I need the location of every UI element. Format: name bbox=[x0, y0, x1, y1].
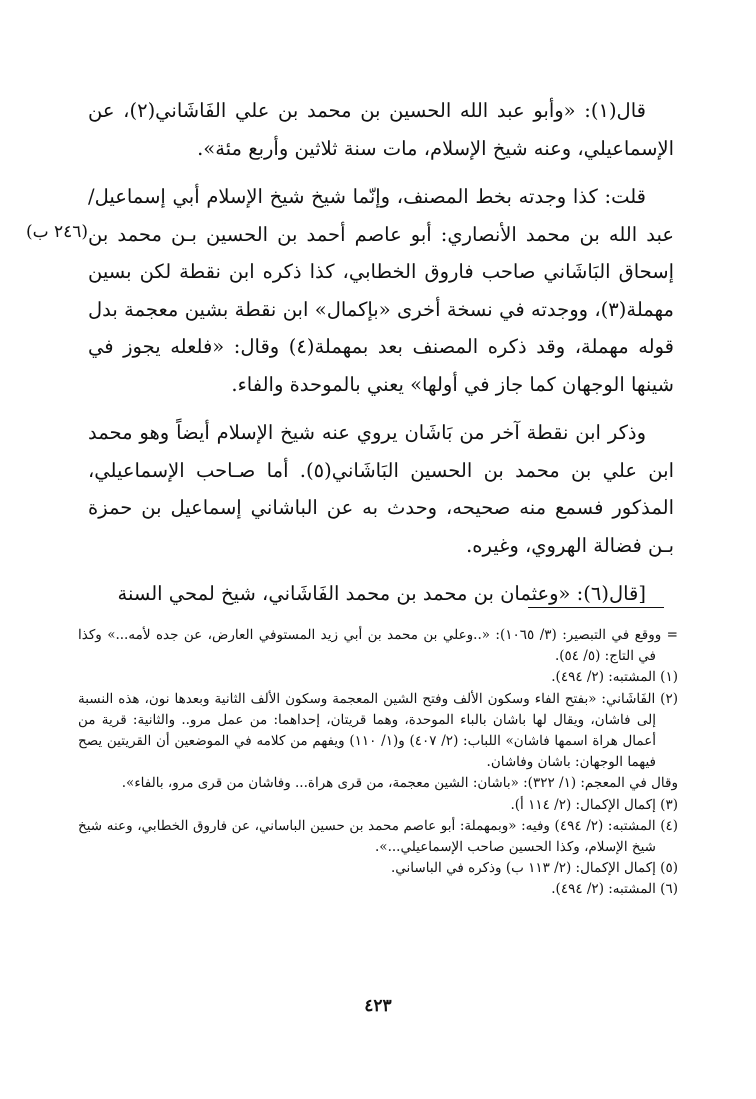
footnote-2-continued: وقال في المعجم: (١/ ٣٢٢): «باشان: الشين معجمة، من قرى هراة... وفاشان من قرى مرو، بالفاء». bbox=[121, 775, 678, 792]
paragraph-4: [قال(٦): «وعثمان بن محمد بن محمد الفَاشَاني، شيخ لمحي السنة bbox=[117, 582, 646, 605]
paragraph-2: قلت: كذا وجدته بخط المصنف، وإنّما شيخ شيخ الإسلام أبي إسماعيل/ عبد الله بن محمد الأنصاري: أبو عاصم أحمد بن الحسين بـن محمد بن إسحاق البَاشَاني صاحب فاروق الخطابي، كذا ذكره ابن نقطة لكن بسين مهملة(٣)، ووجدته في نسخة أخرى «بإكمال» ابن نقطة بشين معجمة بدل قوله مهملة، وقد ذكره المصنف بعد بمهملة(٤) وقال: «فلعله يجوز في شينها الوجهان كما جاز في أولها» يعني بالموحدة والفاء. bbox=[88, 185, 674, 396]
manuscript-folio-marker: (٢٤٦ ب) bbox=[25, 222, 89, 242]
footnote-2: (٢) الفَاشَاني: «بفتح الفاء وسكون الألف وفتح الشين المعجمة وسكون الألف الثانية وبعدها نون، هذه النسبة إلى فاشان، ويقال لها باشان بالباء الموحدة، وهما قريتان، إحداهما: من عمل مرو.. والثانية: قرية من أعمال هراة اسمها فاشان» اللباب: (٢/ ٤٠٧) و(١/ ١١٠) ويفهم من كلامه في الموضعين أن القريتين يصح فيهما الوجهان: باشان وفاشان. bbox=[78, 690, 678, 771]
footnotes bbox=[78, 625, 678, 901]
paragraph-1: قال(١): «وأبو عبد الله الحسين بن محمد بن علي الفَاشَاني(٢)، عن الإسماعيلي، وعنه شيخ الإسلام، مات سنة ثلاثين وأربع مئة». bbox=[88, 99, 674, 160]
main-text bbox=[88, 92, 674, 624]
footnote-divider bbox=[528, 607, 664, 608]
footnote-6: (٦) المشتبه: (٢/ ٤٩٤). bbox=[551, 881, 678, 898]
footnote-1: (١) المشتبه: (٢/ ٤٩٤). bbox=[551, 669, 678, 686]
footnote-continuation: = ووقع في التبصير: (٣/ ١٠٦٥): «..وعلي بن محمد بن أبي زيد المستوفي العارض، عن جده لأمه...» وكذا في التاج: (٥/ ٥٤). bbox=[78, 627, 678, 665]
page-number: ٤٢٣ bbox=[364, 996, 392, 1016]
footnote-5: (٥) إكمال الإكمال: (٢/ ١١٣ ب) وذكره في الباساني. bbox=[391, 860, 678, 877]
footnote-4: (٤) المشتبه: (٢/ ٤٩٤) وفيه: «وبمهملة: أبو عاصم محمد بن حسين الباساني، عن فاروق الخطابي، وعنه شيخ شيخ الإسلام، وكذا الحسين صاحب الإسماعيلي...». bbox=[78, 817, 679, 856]
paragraph-3: وذكر ابن نقطة آخر من بَاشَان يروي عنه شيخ الإسلام أيضاً وهو محمد ابن علي بن محمد بن الحسين البَاشَاني(٥). أما صـاحب الإسماعيلي، المذكور فسمع منه صحيحه، وحدث به عن الباشاني إسماعيل بن حمزة بـن فضالة الهروي، وغيره. bbox=[88, 421, 675, 557]
footnote-3: (٣) إكمال الإكمال: (٢/ ١١٤ أ). bbox=[510, 796, 678, 813]
